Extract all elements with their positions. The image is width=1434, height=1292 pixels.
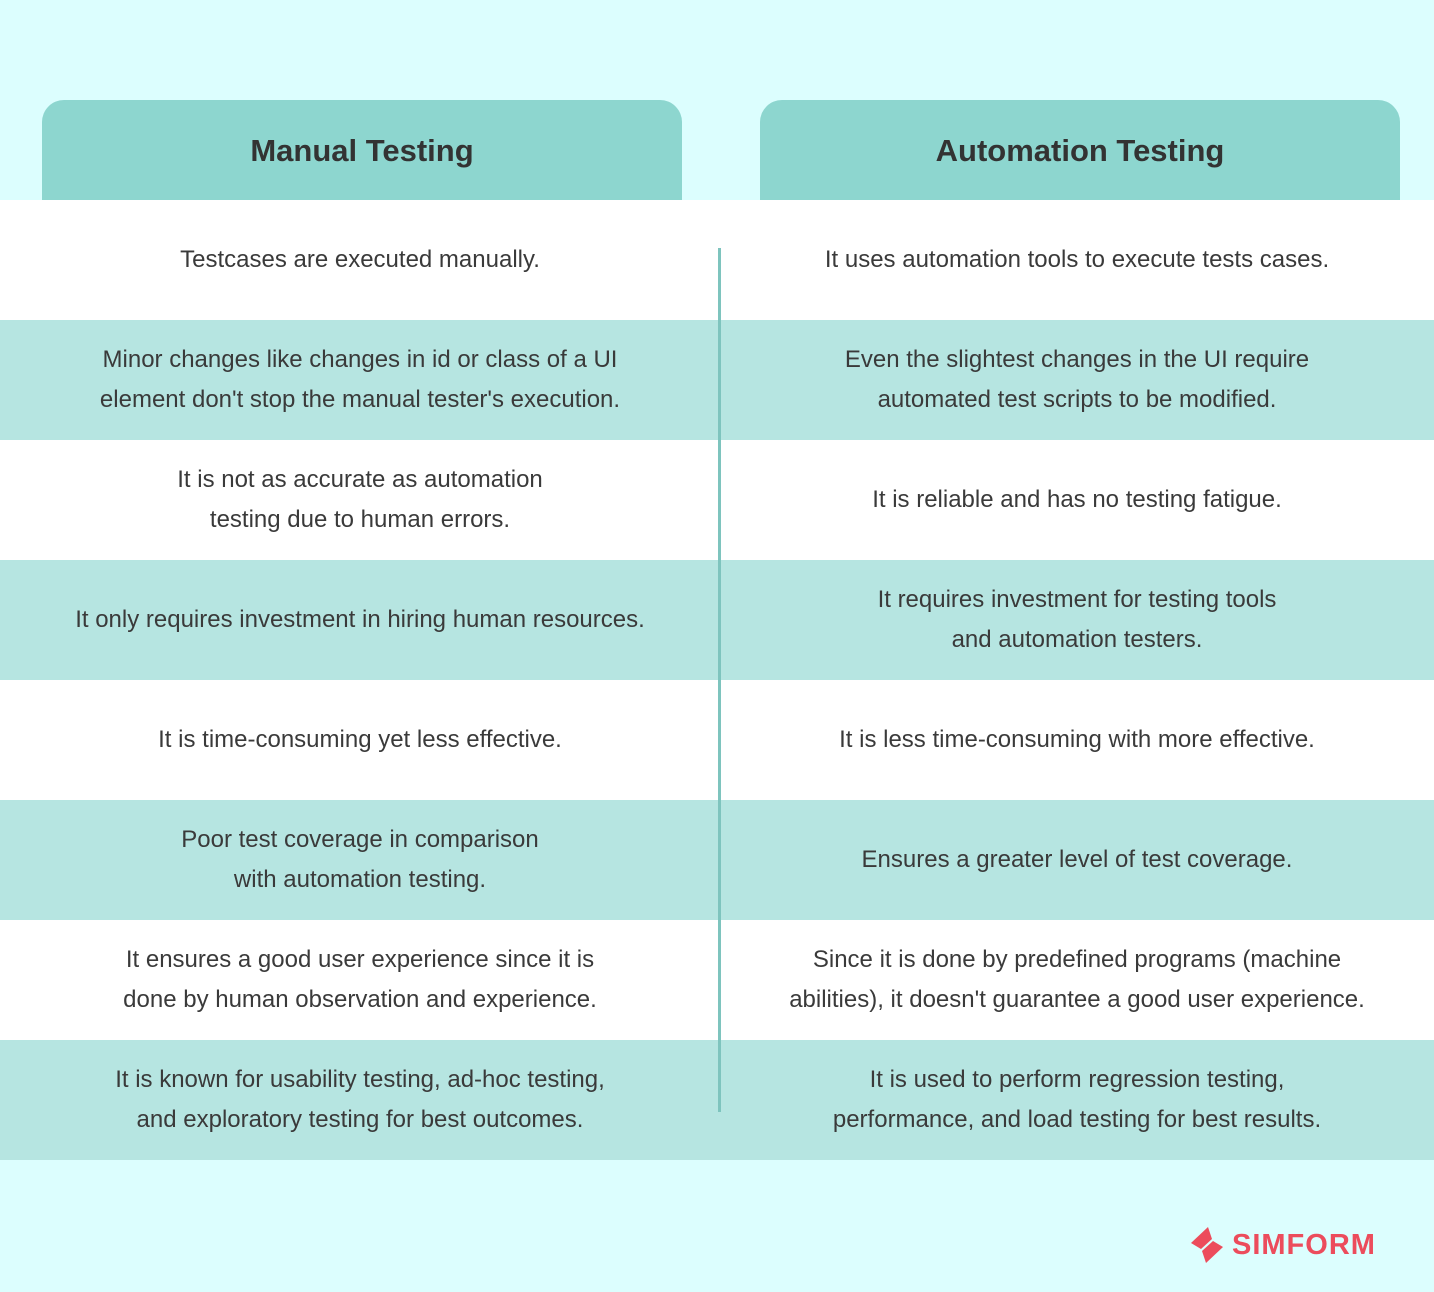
manual-cell: Poor test coverage in comparison with automation testing. [181, 826, 539, 893]
simform-logo [1188, 1224, 1376, 1266]
table-row [0, 440, 1434, 560]
manual-testing-header-label: Manual Testing [250, 133, 474, 168]
automation-cell: Since it is done by predefined programs (machine abilities), it doesn't guarantee a good user experience. [789, 946, 1365, 1013]
manual-cell: Testcases are executed manually. [180, 246, 540, 273]
table-row [0, 920, 1434, 1040]
automation-cell: Ensures a greater level of test coverage. [861, 846, 1293, 873]
simform-logo-text: SIMFORM [1232, 1228, 1376, 1261]
automation-testing-header-label: Automation Testing [935, 133, 1225, 168]
manual-cell: It is not as accurate as automation testing due to human errors. [177, 466, 543, 533]
automation-cell: It uses automation tools to execute tests cases. [824, 246, 1330, 273]
table-row [0, 320, 1434, 440]
table-row [0, 560, 1434, 680]
automation-cell: It requires investment for testing tools and automation testers. [877, 586, 1277, 653]
table-row [0, 680, 1434, 800]
simform-logo-icon [1188, 1225, 1226, 1265]
comparison-table [0, 200, 1434, 1160]
table-row [0, 800, 1434, 920]
table-row [0, 1040, 1434, 1160]
column-divider [718, 248, 721, 1112]
automation-cell: It is used to perform regression testing, performance, and load testing for best results. [832, 1066, 1322, 1133]
table-row [0, 200, 1434, 320]
automation-cell: Even the slightest changes in the UI require automated test scripts to be modified. [844, 346, 1310, 413]
manual-testing-header [42, 100, 682, 200]
automation-testing-header [760, 100, 1400, 200]
automation-cell: It is reliable and has no testing fatigue. [872, 486, 1282, 513]
manual-cell: Minor changes like changes in id or class of a UI element don't stop the manual tester's execution. [99, 346, 621, 413]
manual-cell: It is known for usability testing, ad-hoc testing, and exploratory testing for best outcomes. [115, 1066, 605, 1133]
manual-cell: It ensures a good user experience since it is done by human observation and experience. [123, 946, 597, 1013]
manual-cell: It is time-consuming yet less effective. [158, 726, 562, 753]
manual-cell: It only requires investment in hiring human resources. [75, 606, 645, 633]
automation-cell: It is less time-consuming with more effective. [839, 726, 1315, 753]
